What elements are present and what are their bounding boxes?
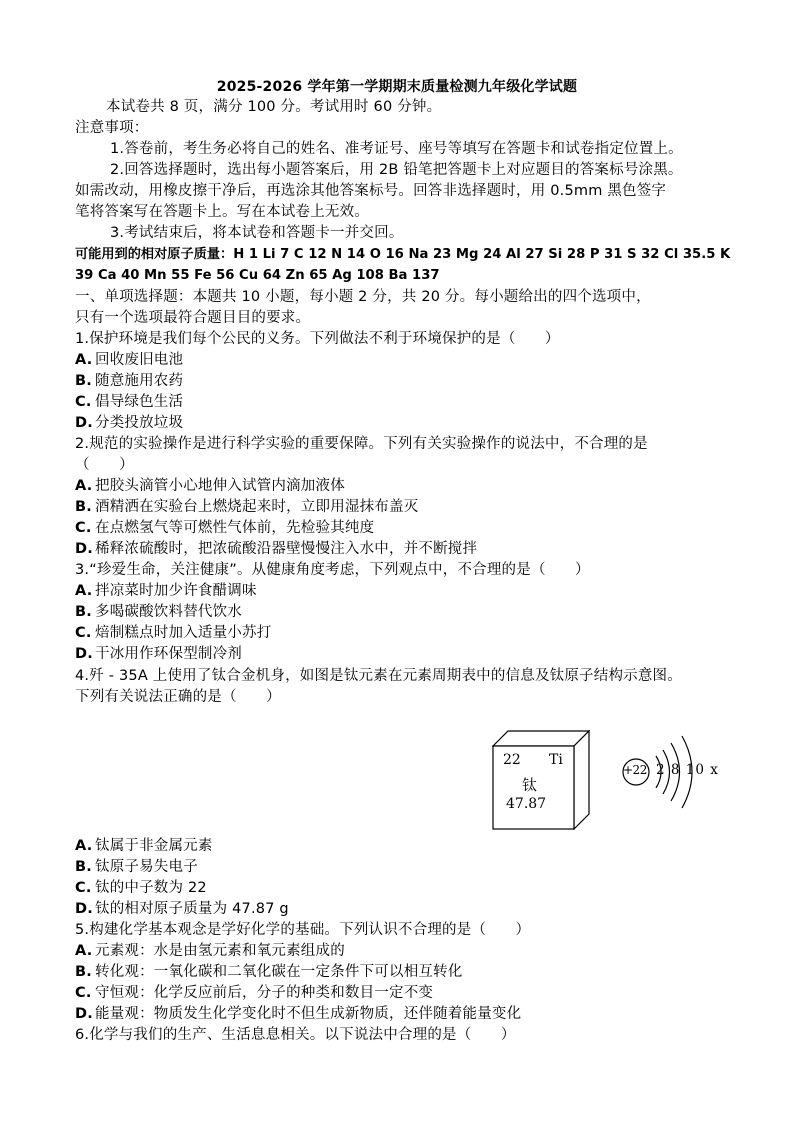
question-5-option-a: A. 元素观：水是由氢元素和氧元素组成的 bbox=[75, 943, 345, 959]
notice-2-cont2: 笔将答案写在答题卡上。写在本试卷上无效。 bbox=[75, 204, 369, 220]
element-atomic-mass: 47.87 bbox=[506, 796, 547, 812]
question-4-option-a: A. 钛属于非金属元素 bbox=[75, 838, 213, 854]
question-2-option-a: A. 把胶头滴管小心地伸入试管内滴加液体 bbox=[75, 478, 345, 494]
element-card-cube bbox=[492, 730, 590, 830]
exam-title: 2025-2026 学年第一学期期末质量检测九年级化学试题 bbox=[216, 79, 578, 95]
atomic-mass-line-2: 39 Ca 40 Mn 55 Fe 56 Cu 64 Zn 65 Ag 108 Ba 137 bbox=[75, 268, 440, 283]
element-card-titanium bbox=[492, 730, 590, 830]
atomic-mass-line-1: 可能用到的相对原子质量：H 1 Li 7 C 12 N 14 O 16 Na 23 Mg 24 Al 27 Si 28 P 31 S 32 Cl 35.5 K bbox=[75, 247, 731, 262]
question-2-option-b: B. 酒精洒在实验台上燃烧起来时，立即用湿抹布盖灭 bbox=[75, 499, 419, 515]
question-2-option-d: D. 稀释浓硫酸时，把浓硫酸沿器壁慢慢注入水中，并不断搅拌 bbox=[75, 541, 478, 557]
element-atomic-number: 22 bbox=[503, 752, 521, 768]
question-2-option-c: C. 在点燃氢气等可燃性气体前，先检验其纯度 bbox=[75, 520, 375, 536]
question-3-stem: 3.“珍爱生命，关注健康”。从健康角度考虑，下列观点中，不合理的是（ ） bbox=[75, 562, 590, 578]
section-1-heading-cont: 只有一个选项最符合题目目的要求。 bbox=[75, 310, 311, 326]
atom-nucleus-charge: +22 bbox=[623, 763, 647, 777]
atom-shell-electrons: 2 8 10 x bbox=[656, 762, 719, 778]
exam-info: 本试卷共 8 页，满分 100 分。考试用时 60 分钟。 bbox=[106, 99, 442, 115]
notice-1: 1.答卷前，考生务必将自己的姓名、准考证号、座号等填写在答题卡和试卷指定位置上。 bbox=[110, 141, 683, 157]
question-1-stem: 1.保护环境是我们每个公民的义务。下列做法不利于环境保护的是（ ） bbox=[75, 331, 560, 347]
notice-2-cont1: 如需改动，用橡皮擦干净后，再选涂其他答案标号。回答非选择题时，用 0.5mm 黑色签字 bbox=[75, 183, 667, 199]
question-4-stem: 4.歼 - 35A 上使用了钛合金机身，如图是钛元素在元素周期表中的信息及钛原子结构示意图。 bbox=[75, 668, 682, 684]
question-3-option-b: B. 多喝碳酸饮料替代饮水 bbox=[75, 604, 242, 620]
question-4-option-b: B. 钛原子易失电子 bbox=[75, 859, 198, 875]
question-3-option-a: A. 拌凉菜时加少许食醋调味 bbox=[75, 583, 257, 599]
question-4-option-d: D. 钛的相对原子质量为 47.87 g bbox=[75, 901, 289, 917]
question-1-option-c: C. 倡导绿色生活 bbox=[75, 394, 184, 410]
question-5-stem: 5.构建化学基本观念是学好化学的基础。下列认识不合理的是（ ） bbox=[75, 922, 531, 938]
question-5-option-c: C. 守恒观：化学反应前后，分子的种类和数目一定不变 bbox=[75, 985, 434, 1001]
notice-2: 2.回答选择题时，选出每小题答案后，用 2B 铅笔把答题卡上对应题目的答案标号涂黑。 bbox=[110, 162, 683, 178]
question-2-stem-cont: （ ） bbox=[75, 457, 134, 473]
question-1-option-a: A. 回收废旧电池 bbox=[75, 352, 184, 368]
question-2-stem: 2.规范的实验操作是进行科学实验的重要保障。下列有关实验操作的说法中，不合理的是 bbox=[75, 436, 648, 452]
atom-structure-diagram bbox=[620, 728, 720, 818]
question-5-option-d: D. 能量观：物质发生化学变化时不但生成新物质，还伴随着能量变化 bbox=[75, 1006, 522, 1022]
question-4-option-c: C. 钛的中子数为 22 bbox=[75, 880, 207, 896]
notice-heading: 注意事项： bbox=[75, 120, 149, 136]
question-3-option-d: D. 干冰用作环保型制冷剂 bbox=[75, 646, 242, 662]
question-4-stem-cont: 下列有关说法正确的是（ ） bbox=[75, 689, 281, 705]
question-3-option-c: C. 焙制糕点时加入适量小苏打 bbox=[75, 625, 272, 641]
question-1-option-b: B. 随意施用农药 bbox=[75, 373, 184, 389]
question-1-option-d: D. 分类投放垃圾 bbox=[75, 415, 184, 431]
question-5-option-b: B. 转化观：一氧化碳和二氧化碳在一定条件下可以相互转化 bbox=[75, 964, 463, 980]
element-symbol: Ti bbox=[549, 752, 563, 768]
notice-3: 3.考试结束后，将本试卷和答题卡一并交回。 bbox=[110, 225, 404, 241]
question-6-stem: 6.化学与我们的生产、生活息息相关。以下说法中合理的是（ ） bbox=[75, 1027, 516, 1043]
element-name: 钛 bbox=[522, 776, 538, 794]
section-1-heading: 一、单项选择题：本题共 10 小题，每小题 2 分，共 20 分。每小题给出的四个选项中， bbox=[75, 289, 651, 305]
